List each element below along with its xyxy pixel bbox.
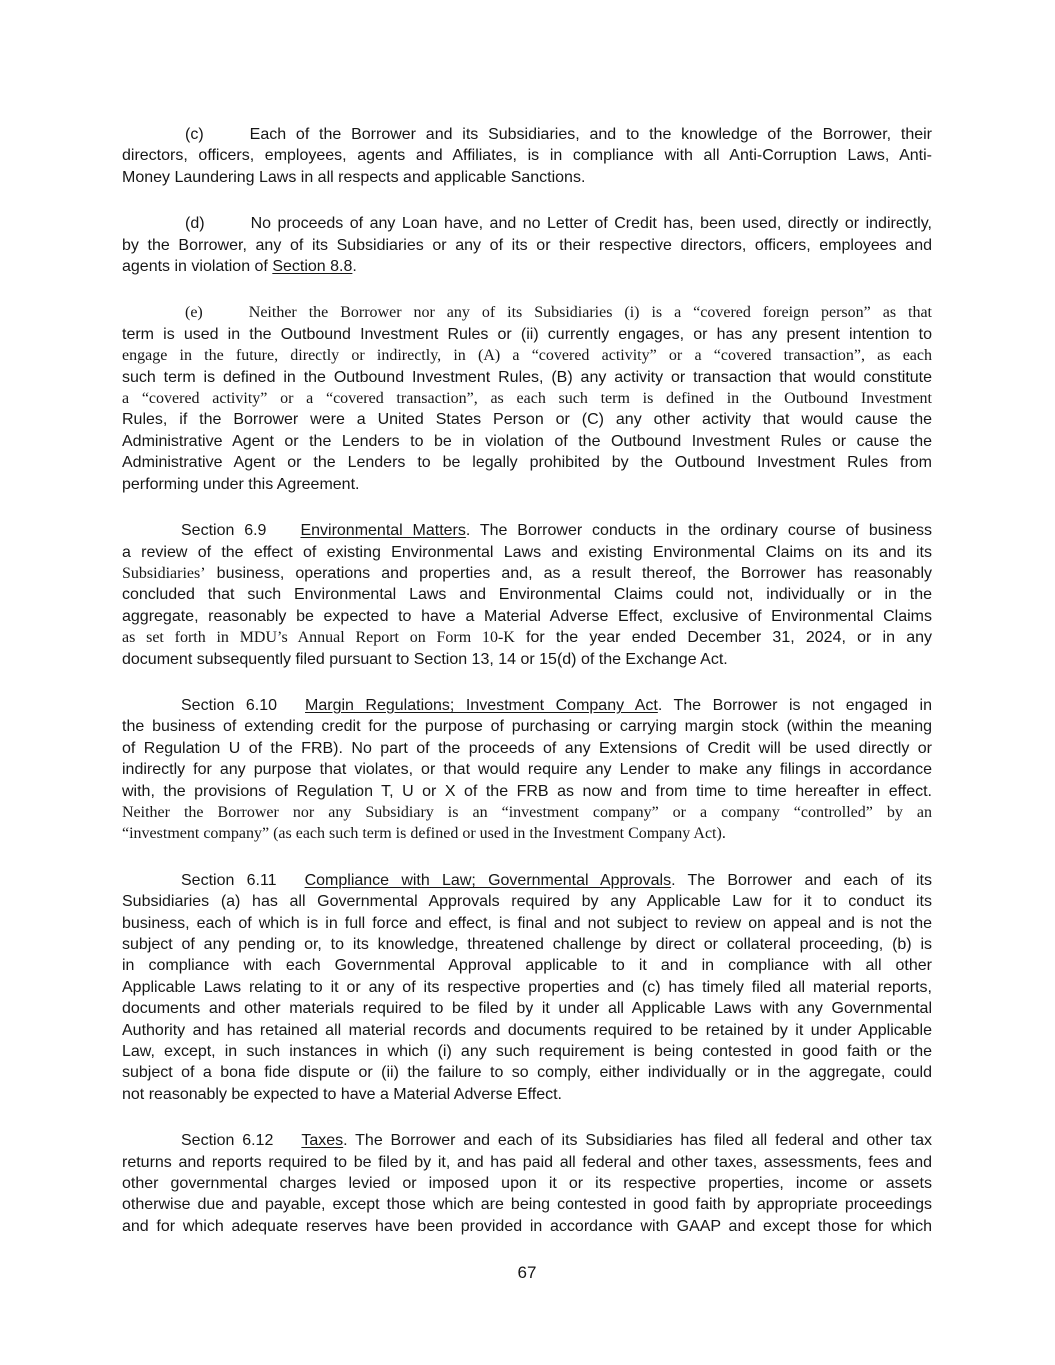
- text-run: .: [352, 258, 357, 276]
- text-line: [122, 934, 932, 955]
- text-line: [122, 584, 932, 605]
- underlined-text: Taxes: [301, 1132, 344, 1150]
- text-run: agents in violation of: [122, 258, 273, 276]
- text-run: aggregate, reasonably be expected to have a Material Adverse Effect, exclusive of Environmental Claims: [122, 607, 932, 625]
- tab-spacer: [204, 138, 250, 139]
- text-run: Law, except, in such instances in which (i) any such requirement is being contested in good faith or the: [122, 1043, 932, 1061]
- paragraph-d: [122, 213, 932, 277]
- text-line: [122, 256, 932, 277]
- text-line: [122, 627, 932, 648]
- text-run: subject of any pending or, to its knowledge, threatened challenge by direct or collateral proceeding, (b) is: [122, 936, 932, 953]
- tab-spacer: [122, 1144, 181, 1145]
- section-6-11: [122, 870, 932, 1105]
- text-run: . The Borrower and each of its: [671, 871, 932, 889]
- text-run: indirectly for any purpose that violates, or that would require any Lender to make any filings in accordance: [122, 761, 932, 779]
- text-line: [122, 802, 932, 823]
- text-line: [122, 1130, 932, 1151]
- text-run: other governmental charges levied or imposed upon it or its respective properties, income or assets: [122, 1175, 932, 1193]
- text-run: a “covered activity” or a “covered transaction”, as each such term is defined in the Outbound Investment: [122, 390, 932, 408]
- text-run: . The Borrower conducts in the ordinary course of business: [465, 522, 932, 540]
- text-run: as set forth in MDU’s Annual Report on Form 10-K: [122, 629, 515, 647]
- text-line: [122, 235, 932, 256]
- tab-spacer: [122, 534, 181, 535]
- text-run: performing under this Agreement.: [122, 475, 360, 493]
- text-line: [122, 213, 932, 234]
- text-run: directors, officers, employees, agents and Affiliates, is in compliance with all Anti-Corruption Laws, Anti-: [122, 147, 932, 165]
- text-run: (d): [185, 215, 205, 233]
- text-line: [122, 998, 932, 1019]
- text-line: [122, 781, 932, 802]
- tab-spacer: [273, 1144, 301, 1145]
- text-run: subject of a bona fide dispute or (ii) the failure to so comply, either individually or in the aggregate, could: [122, 1064, 932, 1082]
- text-run: Section 6.11: [181, 871, 277, 889]
- text-run: a review of the effect of existing Environmental Laws and existing Environmental Claims on its and its: [122, 543, 932, 561]
- text-line: [122, 124, 932, 145]
- text-run: business, operations and properties and, as a result thereof, the Borrower has reasonably: [205, 564, 932, 582]
- text-run: document subsequently filed pursuant to Section 13, 14 or 15(d) of the Exchange Act.: [122, 650, 728, 668]
- page-number: 67: [517, 1263, 537, 1283]
- text-line: [122, 474, 932, 495]
- text-line: [122, 167, 932, 188]
- text-run: Subsidiaries (a) has all Governmental Approvals required by any Applicable Law for it to conduct its: [122, 893, 932, 911]
- text-line: [122, 759, 932, 780]
- paragraph-e: [122, 302, 932, 495]
- text-run: Administrative Agent or the Lenders to be legally prohibited by the Outbound Investment Rules from: [122, 454, 932, 472]
- text-run: in compliance with each Governmental Approval applicable to it and in compliance with all other: [122, 957, 932, 975]
- text-run: Section 6.9: [181, 522, 267, 540]
- page-footer: [122, 1262, 932, 1283]
- text-line: [122, 1062, 932, 1083]
- tab-spacer: [122, 709, 181, 710]
- text-run: Applicable Laws relating to it or any of its respective properties and (c) has timely filed all material reports,: [122, 978, 932, 996]
- text-run: documents and other materials required to be filed by it under all Applicable Laws with any Governmental: [122, 1000, 932, 1018]
- text-run: Administrative Agent or the Lenders to be in violation of the Outbound Investment Rules or cause the: [122, 432, 932, 450]
- text-line: [122, 913, 932, 934]
- text-run: not reasonably be expected to have a Material Adverse Effect.: [122, 1085, 562, 1103]
- text-line: [122, 388, 932, 409]
- underlined-text: Margin Regulations; Investment Company Act: [305, 696, 658, 714]
- text-line: [122, 823, 932, 844]
- text-run: “investment company” (as each such term is defined or used in the Investment Company Act).: [122, 825, 726, 843]
- text-run: for the year ended December 31, 2024, or in any: [514, 629, 933, 647]
- text-run: of Regulation U of the FRB). No part of the proceeds of any Extensions of Credit will be used directly or: [122, 739, 932, 757]
- underlined-text: Environmental Matters: [300, 522, 466, 540]
- section-6-12: [122, 1130, 932, 1237]
- underlined-text: Compliance with Law; Governmental Approvals: [304, 871, 672, 889]
- text-line: [122, 891, 932, 912]
- text-run: Rules, if the Borrower were a United States Person or (C) any other activity that would cause the: [122, 411, 932, 429]
- text-run: otherwise due and payable, except those which are being contested in good faith by appropriate proceedings: [122, 1196, 932, 1214]
- text-line: [122, 1173, 932, 1194]
- text-run: Neither the Borrower nor any Subsidiary is an “investment company” or a company “controlled” by an: [122, 803, 932, 821]
- text-line: [122, 649, 932, 670]
- text-line: [122, 431, 932, 452]
- text-run: Subsidiaries’: [122, 564, 206, 582]
- text-run: Section 6.10: [181, 696, 278, 714]
- tab-spacer: [205, 227, 251, 228]
- text-line: [122, 324, 932, 345]
- text-run: (c): [185, 126, 204, 143]
- text-run: Authority and has retained all material records and documents required to be retained by it under Applicable: [122, 1021, 932, 1039]
- text-line: [122, 870, 932, 891]
- section-6-10: [122, 695, 932, 845]
- text-line: [122, 145, 932, 166]
- text-line: [122, 716, 932, 737]
- text-run: Section 6.12: [181, 1132, 274, 1150]
- text-line: [122, 452, 932, 473]
- text-line: [122, 977, 932, 998]
- tab-spacer: [122, 316, 185, 317]
- text-run: Each of the Borrower and its Subsidiaries, and to the knowledge of the Borrower, their: [249, 126, 932, 143]
- document-body: [122, 124, 932, 1237]
- tab-spacer: [122, 227, 185, 228]
- text-run: term is used in the Outbound Investment Rules or (ii) currently engages, or has any present intention to: [122, 325, 932, 343]
- text-run: with, the provisions of Regulation T, U or X of the FRB as now and from time to time hereafter in effect.: [122, 782, 932, 800]
- text-line: [122, 345, 932, 366]
- underlined-text: Section 8.8: [272, 258, 353, 276]
- text-line: [122, 520, 932, 541]
- text-run: Money Laundering Laws in all respects and applicable Sanctions.: [122, 168, 586, 186]
- text-line: [122, 367, 932, 388]
- text-line: [122, 1020, 932, 1041]
- tab-spacer: [203, 316, 249, 317]
- text-run: . The Borrower is not engaged in: [657, 696, 933, 714]
- text-line: [122, 542, 932, 563]
- text-line: [122, 1216, 932, 1237]
- text-line: [122, 955, 932, 976]
- text-run: and for which adequate reserves have been provided in accordance with GAAP and except those for which: [122, 1217, 932, 1235]
- paragraph-c: [122, 124, 932, 188]
- text-run: engage in the future, directly or indirectly, in (A) a “covered activity” or a “covered transaction”, as each: [122, 347, 932, 365]
- text-line: [122, 606, 932, 627]
- text-line: [122, 409, 932, 430]
- text-run: returns and reports required to be filed by it, and has paid all federal and other taxes, assessments, fees and: [122, 1153, 932, 1171]
- text-line: [122, 1152, 932, 1173]
- tab-spacer: [277, 709, 305, 710]
- text-run: business, each of which is in full force and effect, is final and not subject to review on appeal and is not the: [122, 914, 932, 932]
- text-run: by the Borrower, any of its Subsidiaries or any of its or their respective directors, officers, employees and: [122, 236, 932, 254]
- text-line: [122, 1041, 932, 1062]
- text-run: No proceeds of any Loan have, and no Letter of Credit has, been used, directly or indirectly,: [250, 215, 932, 233]
- text-run: . The Borrower and each of its Subsidiaries has filed all federal and other tax: [343, 1132, 933, 1150]
- section-6-9: [122, 520, 932, 670]
- tab-spacer: [277, 884, 305, 885]
- tab-spacer: [122, 138, 185, 139]
- text-run: (e): [185, 304, 203, 322]
- text-line: [122, 302, 932, 323]
- tab-spacer: [122, 884, 181, 885]
- text-line: [122, 563, 932, 584]
- text-run: concluded that such Environmental Laws and Environmental Claims could not, individually or in the: [122, 586, 932, 604]
- text-line: [122, 1194, 932, 1215]
- tab-spacer: [266, 534, 300, 535]
- text-line: [122, 738, 932, 759]
- text-run: Neither the Borrower nor any of its Subsidiaries (i) is a “covered foreign person” as that: [248, 304, 932, 322]
- text-run: the business of extending credit for the purpose of purchasing or carrying margin stock (within the meaning: [122, 718, 932, 736]
- text-line: [122, 695, 932, 716]
- text-run: such term is defined in the Outbound Investment Rules, (B) any activity or transaction that would constitute: [122, 368, 932, 386]
- text-line: [122, 1084, 932, 1105]
